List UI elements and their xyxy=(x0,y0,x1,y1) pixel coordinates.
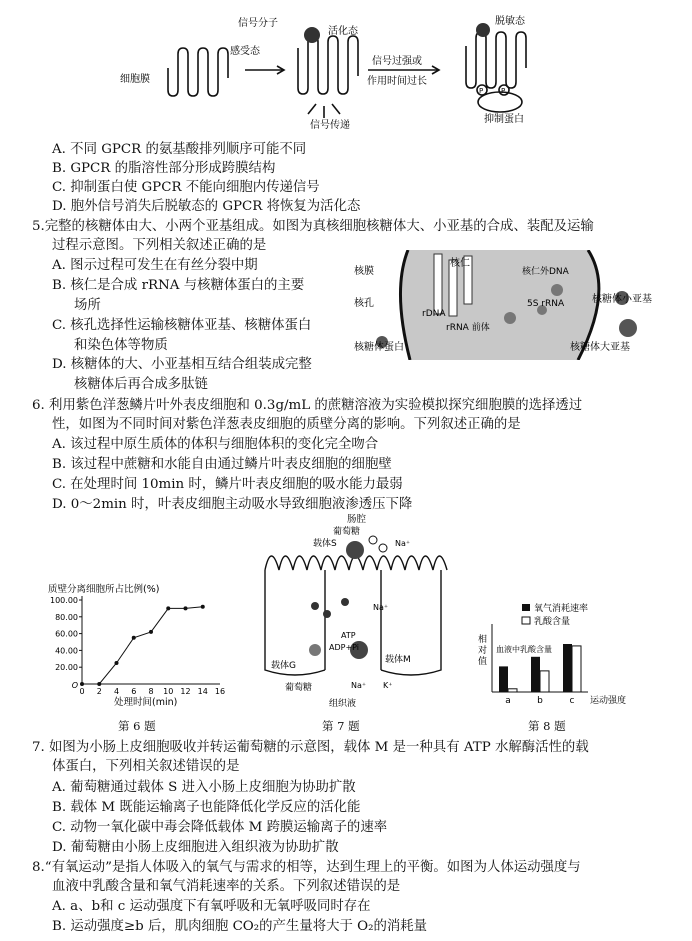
fig6-xlabel: 处理时间(min) xyxy=(114,697,178,708)
fig8-bar-lactate xyxy=(508,689,517,692)
q6-option-d: D. 0～2min 时，叶表皮细胞主动吸水导致细胞液渗透压下降 xyxy=(52,497,413,512)
fig6-title: 质壁分离细胞所占比例(%) xyxy=(48,584,160,595)
fig7-glucose-top: 葡萄糖 xyxy=(333,527,361,537)
q6-stem-1: 6. 利用紫色洋葱鳞片叶外表皮细胞和 0.3g/mL 的蔗糖溶液为实验模拟探究细胞膜的选择透过 xyxy=(32,398,583,413)
q7-option-d: D. 葡萄糖由小肠上皮细胞进入组织液为协助扩散 xyxy=(52,840,339,855)
fig6-x-tick-label: 0 xyxy=(79,687,85,696)
label-desensitized: 脱敏态 xyxy=(495,16,525,27)
fig6-x-tick-label: 2 xyxy=(96,687,102,696)
label-nucleolus: 核仁 xyxy=(450,258,470,269)
label-arrow-text-1: 信号过强或 xyxy=(372,56,422,67)
q7-option-c: C. 动物一氧化碳中毒会降低载体 M 跨膜运输离子的速率 xyxy=(52,820,388,835)
fig7-na-bottom: Na⁺ xyxy=(351,681,367,690)
q5-option-d: D. 核糖体的大、小亚基相互结合组装成完整 xyxy=(52,357,312,372)
fig6-x-tick-label: 16 xyxy=(214,687,226,696)
fig7-na-mid: Na⁺ xyxy=(373,603,389,612)
fig7-na-top: Na⁺ xyxy=(395,539,411,548)
label-membrane: 细胞膜 xyxy=(120,74,150,85)
fig7-tissue-fluid: 组织液 xyxy=(329,699,357,709)
fig7-atp: ATP xyxy=(341,631,356,640)
fig6-y-tick-label: 80.00 xyxy=(55,612,78,622)
fig8-legend-o2: 氧气消耗速率 xyxy=(534,604,589,614)
gpcr-figure xyxy=(110,8,570,136)
fig8-bar-o2 xyxy=(531,657,540,692)
q8-stem-2: 血液中乳酸含量和氧气消耗速率的关系。下列叙述错误的是 xyxy=(52,879,401,894)
q7-stem-2: 体蛋白，下列相关叙述错误的是 xyxy=(52,759,240,774)
fig8-xlabel: 运动强度 xyxy=(590,696,627,706)
q6-option-a: A. 该过程中原生质体的体积与细胞体积的变化完全吻合 xyxy=(52,437,379,452)
fig8-bar-chart xyxy=(470,600,660,710)
fig7-adp-pi: ADP+Pi xyxy=(329,643,360,652)
fig8-bar-lactate xyxy=(572,646,581,692)
fig6-data-point xyxy=(115,661,119,665)
fig6-y-tick-label: 100.00 xyxy=(50,596,78,605)
label-inhibitor: 抑制蛋白 xyxy=(484,114,524,125)
fig6-y-tick-label: 60.00 xyxy=(55,629,78,639)
label-ribosomal-protein: 核糖体蛋白 xyxy=(354,342,404,353)
fig6-series-line xyxy=(82,607,203,684)
fig6-data-point xyxy=(132,636,136,640)
label-nuclear-membrane: 核膜 xyxy=(354,266,374,277)
fig8-ylabel-2: 对 xyxy=(478,646,488,656)
fig7-diagram xyxy=(255,510,455,710)
fig6-y-tick-label: 20.00 xyxy=(55,663,78,673)
fig8-ylabel-3: 值 xyxy=(478,657,488,667)
fig6-data-point xyxy=(80,682,84,686)
q8-option-b: B. 运动强度≥b 后，肌肉细胞 CO₂的产生量将大于 O₂的消耗量 xyxy=(52,919,428,934)
label-signal-transduction: 信号传递 xyxy=(310,120,350,131)
fig7-carrier-s: 载体S xyxy=(313,539,337,549)
label-small-subunit: 核糖体小亚基 xyxy=(592,294,652,305)
q4-option-d: D. 胞外信号消失后脱敏态的 GPCR 将恢复为活化态 xyxy=(52,199,361,214)
fig7-lumen: 肠腔 xyxy=(347,514,367,525)
label-nuclear-pore: 核孔 xyxy=(354,298,374,309)
fig6-x-tick-label: 8 xyxy=(148,687,154,696)
fig6-data-point xyxy=(201,605,205,609)
fig8-legend-lactate: 乳酸含量 xyxy=(534,617,571,627)
fig6-x-tick-label: 10 xyxy=(163,687,174,696)
fig8-category-label: b xyxy=(537,696,543,706)
ribosome-figure xyxy=(352,250,672,360)
label-receptor-state: 感受态 xyxy=(230,46,260,57)
q5-option-c: C. 核孔选择性运输核糖体亚基、核糖体蛋白 xyxy=(52,318,312,333)
fig6-data-point xyxy=(149,630,153,634)
fig8-legend-o2-swatch xyxy=(522,604,530,611)
fig8-bar-o2 xyxy=(499,666,508,692)
fig6-origin-label: O xyxy=(71,681,78,690)
fig7-k-bottom: K⁺ xyxy=(383,681,393,690)
label-5s-rrna: 5S rRNA xyxy=(527,299,565,309)
fig8-legend-lactate-swatch xyxy=(522,617,530,624)
q4-option-c: C. 抑制蛋白使 GPCR 不能向细胞内传递信号 xyxy=(52,180,320,195)
label-nucleolar-dna: 核仁外DNA xyxy=(522,267,569,277)
q5-option-b-cont: 场所 xyxy=(74,298,101,313)
fig8-bar-lactate xyxy=(540,671,549,692)
fig8-category-label: a xyxy=(505,696,511,706)
fig8-caption: 第 8 题 xyxy=(528,719,566,733)
label-large-subunit: 核糖体大亚基 xyxy=(570,342,630,353)
label-rdna: rDNA xyxy=(422,309,446,319)
q8-option-a: A. a、b和 c 运动强度下有氧呼吸和无氧呼吸同时存在 xyxy=(52,899,371,914)
fig6-data-point xyxy=(97,682,101,686)
fig6-x-tick-label: 12 xyxy=(180,687,191,696)
q5-option-a: A. 图示过程可发生在有丝分裂中期 xyxy=(52,258,258,273)
fig7-carrier-m: 载体M xyxy=(385,655,411,665)
fig6-line-chart xyxy=(40,580,240,710)
q7-option-a: A. 葡萄糖通过载体 S 进入小肠上皮细胞为协助扩散 xyxy=(52,780,356,795)
fig6-x-tick-label: 4 xyxy=(113,687,120,696)
label-rrna-precursor: rRNA 前体 xyxy=(446,323,490,333)
q5-option-b: B. 核仁是合成 rRNA 与核糖体蛋白的主要 xyxy=(52,278,305,293)
fig6-caption: 第 6 题 xyxy=(118,719,156,733)
fig7-glucose-bottom: 葡萄糖 xyxy=(285,683,313,693)
fig7-carrier-g: 载体G xyxy=(271,661,296,671)
q7-stem-1: 7. 如图为小肠上皮细胞吸收并转运葡萄糖的示意图，载体 M 是一种具有 ATP 水解酶活性的载 xyxy=(32,740,589,755)
q4-option-a: A. 不同 GPCR 的氨基酸排列顺序可能不同 xyxy=(52,142,307,157)
fig6-data-point xyxy=(166,606,170,610)
fig8-ylabel-1: 相 xyxy=(478,635,488,645)
fig8-category-label: c xyxy=(569,696,575,706)
fig6-data-point xyxy=(184,606,188,610)
q6-option-b: B. 该过程中蔗糖和水能自由通过鳞片叶表皮细胞的细胞壁 xyxy=(52,457,392,472)
label-p2: P xyxy=(501,87,506,95)
fig8-bar-o2 xyxy=(563,644,572,692)
fig6-x-tick-label: 6 xyxy=(131,687,137,696)
q5-option-c-cont: 和染色体等物质 xyxy=(74,338,168,353)
q5-stem-1: 5.完整的核糖体由大、小两个亚基组成。如图为真核细胞核糖体大、小亚基的合成、装配及运输 xyxy=(32,219,594,234)
label-signal-molecule: 信号分子 xyxy=(238,18,278,29)
q6-option-c: C. 在处理时间 10min 时，鳞片叶表皮细胞的吸水能力最弱 xyxy=(52,477,403,492)
fig7-caption: 第 7 题 xyxy=(322,719,360,733)
q4-option-b: B. GPCR 的脂溶性部分形成跨膜结构 xyxy=(52,161,276,176)
label-arrow-text-2: 作用时间过长 xyxy=(367,76,427,87)
q5-option-d-cont: 核糖体后再合成多肽链 xyxy=(74,377,208,392)
q5-stem-2: 过程示意图。下列相关叙述正确的是 xyxy=(52,238,267,253)
q8-stem-1: 8.“有氧运动”是指人体吸入的氧气与需求的相等，达到生理上的平衡。如图为人体运动强度与 xyxy=(32,860,581,875)
q6-stem-2: 性，如图为不同时间对紫色洋葱表皮细胞的质壁分离的影响。下列叙述正确的是 xyxy=(52,417,521,432)
q7-option-b: B. 载体 M 既能运输离子也能降低化学反应的活化能 xyxy=(52,800,361,815)
fig6-x-tick-label: 14 xyxy=(197,687,208,696)
label-active-state: 活化态 xyxy=(328,26,358,37)
fig6-y-tick-label: 40.00 xyxy=(55,646,78,656)
label-p1: P xyxy=(479,87,484,95)
fig8-annotation: 血液中乳酸含量 xyxy=(496,645,552,654)
